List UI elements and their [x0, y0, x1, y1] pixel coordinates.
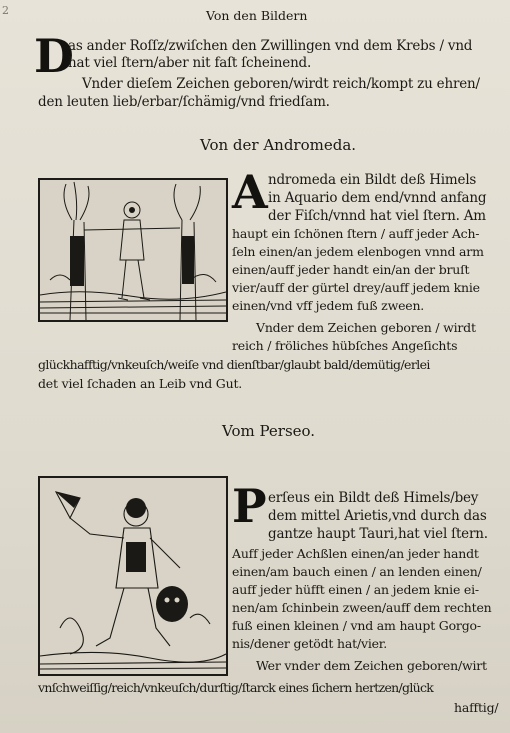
text-line: auff jeder hüfft einen / an jedem knie ei- — [232, 582, 479, 597]
text-line: glückhafftig/vnkeuſch/weiſe vnd dienſtbar/glaubt bald/demütig/erlei — [38, 357, 430, 372]
text-line: einen/auff jeder handt ein/an der bruſt — [232, 262, 470, 277]
text-line: der Fiſch/vnnd hat viel ſtern. Am — [268, 208, 486, 224]
text-line: Vnder dieſem Zeichen geboren/wirdt reich/kompt zu ehren/ — [82, 76, 480, 92]
text-line: as ander Roſſz/zwiſchen den Zwillingen vnd dem Krebs / vnd — [68, 38, 473, 54]
text-line: Vnder dem Zeichen geboren / wirdt — [256, 320, 476, 335]
text-line: dem mittel Arietis,vnd durch das — [268, 508, 487, 524]
text-line: fuß einen kleinen / vnd am haupt Gorgo- — [232, 618, 481, 633]
text-line: vier/auff der gürtel drey/auff jedem knie — [232, 280, 480, 295]
section-heading-andromeda: Von der Andromeda. — [200, 136, 357, 154]
text-line: in Aquario dem end/vnnd anfang — [268, 190, 487, 206]
text-line: einen/vnd vff jedem fuß zween. — [232, 298, 425, 313]
running-head: Von den Bildern — [206, 8, 308, 23]
text-line: Auff jeder Achßlen einen/an jeder handt — [232, 546, 479, 561]
text-line: Wer vnder dem Zeichen geboren/wirt — [256, 658, 487, 673]
perseus-woodcut — [38, 476, 228, 676]
text-line: gantze haupt Tauri,hat viel ſtern. — [268, 526, 488, 542]
text-line: reich / fröliches hübſches Angeſichts — [232, 338, 458, 353]
text-line: hafftig/ — [454, 700, 499, 715]
text-line: haupt ein ſchönen ſtern / auff jeder Ach- — [232, 226, 480, 241]
decorated-initial-a: A — [232, 165, 268, 219]
section-heading-perseus: Vom Perseo. — [222, 422, 316, 440]
decorated-initial-d: D — [34, 29, 74, 83]
text-line: det viel ſchaden an Leib vnd Gut. — [38, 376, 243, 391]
text-line: vnſchweiſſig/reich/vnkeuſch/durſtig/ſtarck eines ſichern hertzen/glück — [38, 680, 434, 695]
page-number: 2 — [2, 4, 9, 17]
andromeda-woodcut — [38, 178, 228, 322]
text-line: erſeus ein Bildt deß Himels/bey — [268, 490, 479, 506]
text-line: ndromeda ein Bildt deß Himels — [268, 172, 477, 188]
text-line: hat viel ſtern/aber nit faſt ſcheinend. — [68, 55, 312, 71]
text-line: ſeln einen/an jedem elenbogen vnnd arm — [232, 244, 484, 259]
text-line: den leuten lieb/erbar/ſchämig/vnd friedſam. — [38, 94, 330, 110]
text-line: nen/am ſchinbein zween/auff dem rechten — [232, 600, 492, 615]
text-line: nis/dener getödt hat/vier. — [232, 636, 387, 651]
decorated-initial-p: P — [232, 479, 267, 533]
text-line: einen/am bauch einen / an lenden einen/ — [232, 564, 482, 579]
